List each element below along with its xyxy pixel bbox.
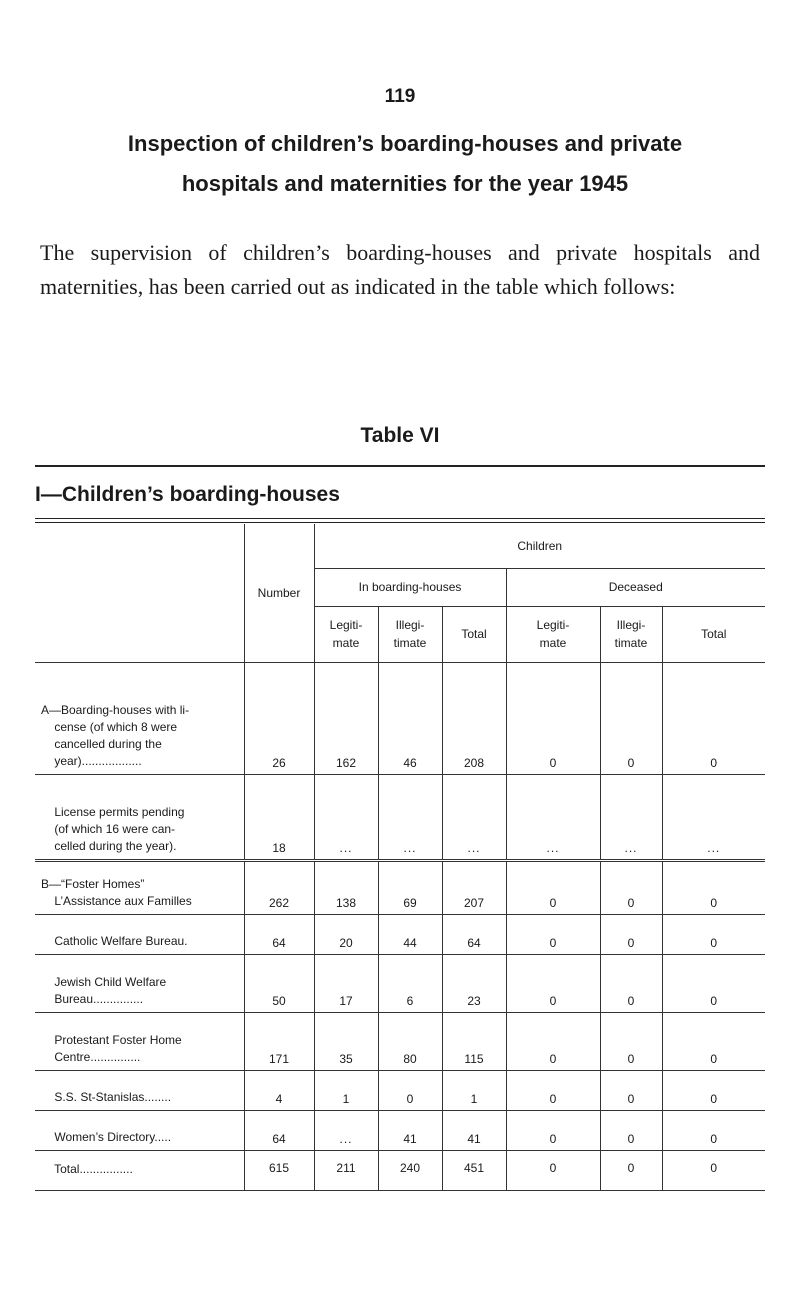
header-label-blank: [35, 524, 244, 662]
header-in-boarding-houses: In boarding-houses: [314, 568, 506, 606]
row-label: B—“Foster Homes” L’Assistance aux Familles: [35, 860, 244, 914]
cell-d-illegit: 0: [600, 1110, 662, 1150]
header-children: Children: [314, 524, 765, 568]
cell-d-legit: 0: [506, 954, 600, 1012]
row-label: S.S. St-Stanislas........: [35, 1070, 244, 1110]
cell-d-total: 0: [662, 1150, 765, 1190]
section-heading: I—Children’s boarding-houses: [35, 483, 340, 506]
row-label-total: Total................: [35, 1150, 244, 1190]
title-line-1: Inspection of children’s boarding-houses and private: [127, 131, 683, 156]
cell-d-illegit: 0: [600, 954, 662, 1012]
cell-d-total: 0: [662, 1070, 765, 1110]
table-top-rule: [35, 518, 765, 523]
cell-d-legit: 0: [506, 1150, 600, 1190]
cell-bh-legit: 211: [314, 1150, 378, 1190]
cell-bh-illegit: ...: [378, 774, 442, 860]
cell-bh-illegit: 46: [378, 662, 442, 774]
row-label: License permits pending (of which 16 were can- celled during the year).: [35, 774, 244, 860]
row-label: Protestant Foster Home Centre...............: [35, 1012, 244, 1070]
cell-bh-total: 23: [442, 954, 506, 1012]
header-bh-total: Total: [442, 606, 506, 662]
cell-d-illegit: 0: [600, 1070, 662, 1110]
cell-d-illegit: 0: [600, 914, 662, 954]
header-bh-illegitimate: Illegi- timate: [378, 606, 442, 662]
cell-number: 26: [244, 662, 314, 774]
cell-d-legit: 0: [506, 1110, 600, 1150]
cell-d-legit: 0: [506, 860, 600, 914]
cell-d-illegit: 0: [600, 1012, 662, 1070]
cell-bh-legit: 20: [314, 914, 378, 954]
cell-bh-total: 41: [442, 1110, 506, 1150]
cell-bh-illegit: 240: [378, 1150, 442, 1190]
cell-bh-total: 208: [442, 662, 506, 774]
cell-bh-total: 115: [442, 1012, 506, 1070]
header-d-total: Total: [662, 606, 765, 662]
title-line-2: hospitals and maternities for the year 1945: [181, 171, 629, 196]
cell-d-total: 0: [662, 662, 765, 774]
row-label: Jewish Child Welfare Bureau...............: [35, 954, 244, 1012]
cell-number: 262: [244, 860, 314, 914]
cell-d-legit: ...: [506, 774, 600, 860]
cell-d-legit: 0: [506, 1012, 600, 1070]
cell-d-total: 0: [662, 1110, 765, 1150]
cell-d-total: 0: [662, 914, 765, 954]
cell-bh-total: 64: [442, 914, 506, 954]
row-label: Women’s Directory.....: [35, 1110, 244, 1150]
cell-number: 18: [244, 774, 314, 860]
cell-bh-legit: ...: [314, 1110, 378, 1150]
cell-d-illegit: ...: [600, 774, 662, 860]
cell-bh-illegit: 44: [378, 914, 442, 954]
cell-bh-illegit: 80: [378, 1012, 442, 1070]
cell-bh-legit: 35: [314, 1012, 378, 1070]
cell-bh-illegit: 6: [378, 954, 442, 1012]
header-number: Number: [244, 524, 314, 662]
cell-bh-illegit: 69: [378, 860, 442, 914]
table-caption: Table VI: [360, 424, 440, 447]
page-number: 119: [384, 86, 416, 107]
cell-bh-total: ...: [442, 774, 506, 860]
cell-d-total: 0: [662, 1012, 765, 1070]
cell-number: 50: [244, 954, 314, 1012]
cell-d-legit: 0: [506, 914, 600, 954]
cell-number: 64: [244, 914, 314, 954]
row-label: A—Boarding-houses with li- cense (of which 8 were cancelled during the year)..................: [35, 662, 244, 774]
cell-number: 615: [244, 1150, 314, 1190]
header-bh-legitimate: Legiti- mate: [314, 606, 378, 662]
cell-bh-illegit: 0: [378, 1070, 442, 1110]
header-deceased: Deceased: [506, 568, 765, 606]
cell-d-illegit: 0: [600, 860, 662, 914]
cell-d-illegit: 0: [600, 1150, 662, 1190]
cell-number: 64: [244, 1110, 314, 1150]
cell-number: 4: [244, 1070, 314, 1110]
cell-d-legit: 0: [506, 662, 600, 774]
cell-d-total: ...: [662, 774, 765, 860]
cell-bh-legit: 1: [314, 1070, 378, 1110]
divider: [35, 465, 765, 467]
cell-bh-total: 1: [442, 1070, 506, 1110]
cell-bh-illegit: 41: [378, 1110, 442, 1150]
cell-bh-legit: 162: [314, 662, 378, 774]
cell-d-total: 0: [662, 954, 765, 1012]
cell-bh-legit: 138: [314, 860, 378, 914]
header-d-legitimate: Legiti- mate: [506, 606, 600, 662]
cell-bh-legit: ...: [314, 774, 378, 860]
boarding-houses-table: [35, 524, 765, 1191]
cell-number: 171: [244, 1012, 314, 1070]
cell-bh-total: 451: [442, 1150, 506, 1190]
cell-bh-legit: 17: [314, 954, 378, 1012]
cell-d-legit: 0: [506, 1070, 600, 1110]
row-label: Catholic Welfare Bureau.: [35, 914, 244, 954]
intro-paragraph: The supervision of children’s boarding-houses and private hospitals and maternities, has been carried out as indicated in the table which follows:: [40, 240, 760, 299]
cell-d-illegit: 0: [600, 662, 662, 774]
cell-bh-total: 207: [442, 860, 506, 914]
page-title: [60, 124, 750, 204]
cell-d-total: 0: [662, 860, 765, 914]
header-d-illegitimate: Illegi- timate: [600, 606, 662, 662]
